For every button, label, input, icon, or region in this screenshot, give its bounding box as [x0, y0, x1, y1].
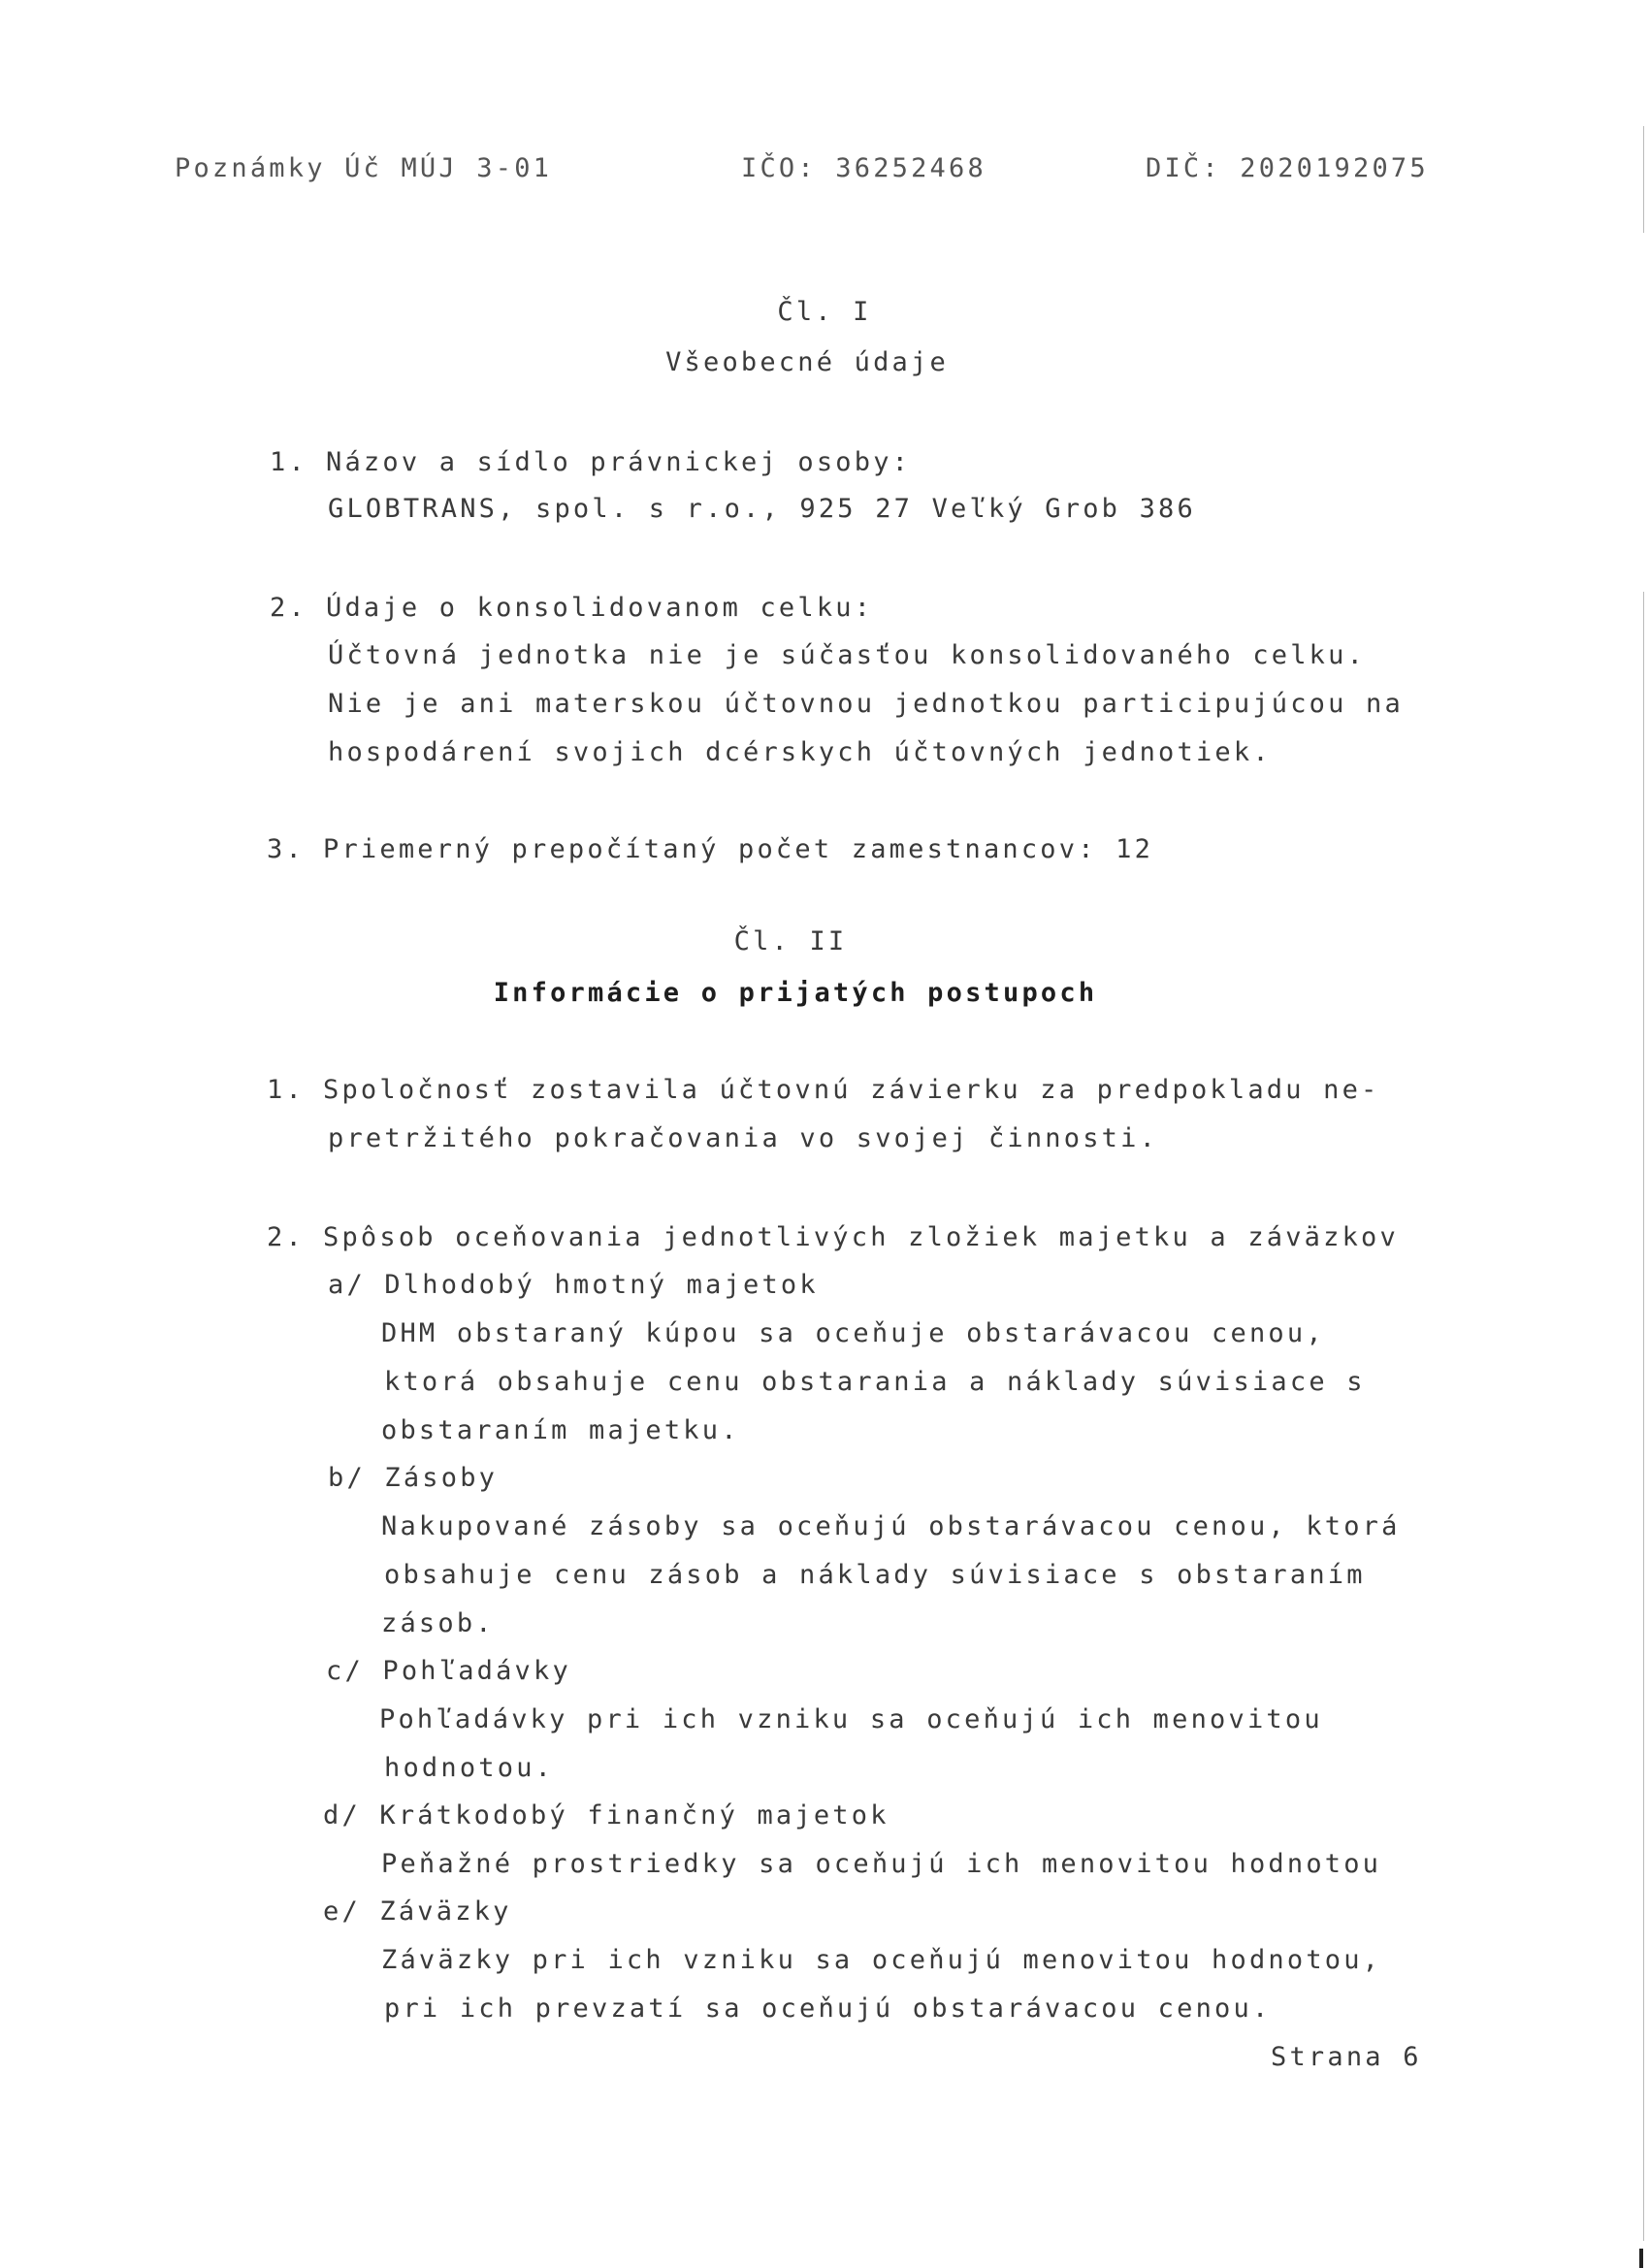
- article-1-title: Všeobecné údaje: [665, 347, 949, 377]
- sub-line: zásob.: [381, 1608, 495, 1638]
- sub-line: Peňažné prostriedky sa oceňujú ich menovitou hodnotou: [381, 1849, 1382, 1879]
- ico-number: IČO: 36252468: [741, 153, 986, 183]
- article-1-number: Čl. I: [777, 297, 872, 327]
- item-number: 1.: [270, 447, 307, 477]
- sub-line: obsahuje cenu zásob a náklady súvisiace s obstaraním: [384, 1560, 1366, 1590]
- dic-number: DIČ: 2020192075: [1146, 153, 1429, 183]
- sub-line: obstaraním majetku.: [381, 1415, 740, 1445]
- sub-line: Pohľadávky pri ich vzniku sa oceňujú ich menovitou: [379, 1704, 1323, 1734]
- item-line: Údaje o konsolidovanom celku:: [326, 593, 874, 623]
- sub-label: b/ Zásoby: [328, 1463, 499, 1493]
- section-heading: Spôsob oceňovania jednotlivých zložiek majetku a záväzkov: [323, 1222, 1399, 1252]
- item-line: pretržitého pokračovania vo svojej činnosti.: [328, 1123, 1159, 1153]
- sub-line: ktorá obsahuje cenu obstarania a náklady súvisiace s: [384, 1367, 1366, 1397]
- item-number: 1.: [267, 1075, 305, 1105]
- sub-label: c/ Pohľadávky: [326, 1656, 571, 1686]
- sub-line: pri ich prevzatí sa oceňujú obstarávacou cenou.: [384, 1993, 1272, 2024]
- sub-line: Nakupované zásoby sa oceňujú obstarávacou cenou, ktorá: [381, 1511, 1401, 1541]
- item-line: Spoločnosť zostavila účtovnú závierku za predpokladu ne-: [323, 1075, 1380, 1105]
- item-number: 2.: [270, 593, 307, 623]
- sub-line: DHM obstaraný kúpou sa oceňuje obstarávacou cenou,: [381, 1318, 1325, 1348]
- scan-edge-mark: [1639, 2249, 1643, 2268]
- item-number: 3.: [267, 834, 305, 864]
- sub-label: a/ Dlhodobý hmotný majetok: [328, 1270, 819, 1300]
- item-line: Názov a sídlo právnickej osoby:: [326, 447, 912, 477]
- item-line: Priemerný prepočítaný počet zamestnancov: 12: [323, 834, 1154, 864]
- sub-label: e/ Záväzky: [323, 1896, 512, 1927]
- item-number: 2.: [267, 1222, 305, 1252]
- article-2-title: Informácie o prijatých postupoch: [493, 978, 1098, 1008]
- article-2-number: Čl. II: [733, 926, 848, 956]
- sub-line: hodnotou.: [384, 1753, 555, 1783]
- scan-edge-mark: [1643, 126, 1644, 233]
- item-line: Účtovná jednotka nie je súčasťou konsolidovaného celku.: [328, 640, 1367, 670]
- sub-line: Záväzky pri ich vzniku sa oceňujú menovitou hodnotou,: [381, 1945, 1382, 1975]
- item-line: hospodárení svojich dcérskych účtovných jednotiek.: [328, 737, 1272, 767]
- page-number: Strana 6: [1271, 2042, 1422, 2072]
- item-line: GLOBTRANS, spol. s r.o., 925 27 Veľký Grob 386: [328, 494, 1196, 524]
- sub-label: d/ Krátkodobý finančný majetok: [323, 1800, 889, 1831]
- item-line: Nie je ani materskou účtovnou jednotkou participujúcou na: [328, 689, 1404, 719]
- doc-reference: Poznámky Úč MÚJ 3-01: [175, 153, 553, 183]
- scan-edge-mark: [1643, 592, 1644, 2241]
